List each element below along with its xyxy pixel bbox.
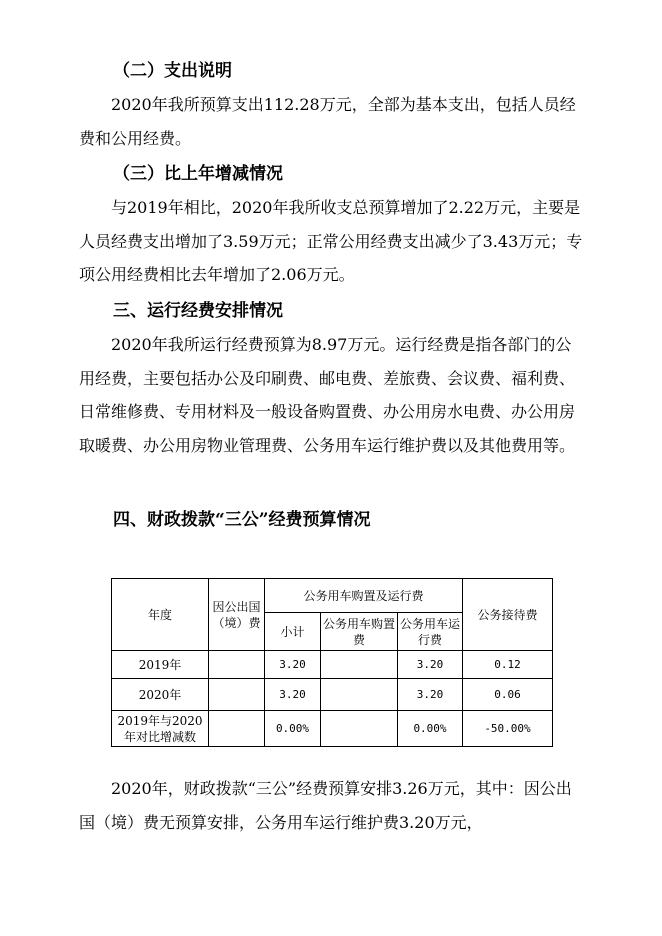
- header-year: 年度: [112, 579, 209, 651]
- header-purchase: 公务用车购置费: [321, 613, 398, 651]
- paragraph-change: 与2019年相比，2020年我所收支总预算增加了2.22万元，主要是人员经费支出增加了3.59万元；正常公用经费支出减少了3.43万元；专项公用经费相比去年增加了2.06万元。: [79, 198, 583, 285]
- cell-subtotal: 0.00%: [265, 711, 321, 747]
- header-vehicle-group: 公务用车购置及运行费: [265, 579, 463, 613]
- cell-subtotal: 3.20: [265, 651, 321, 679]
- three-public-budget-table: [111, 578, 553, 747]
- cell-subtotal: 3.20: [265, 679, 321, 711]
- cell-abroad: [209, 679, 265, 711]
- cell-operation: 3.20: [398, 679, 463, 711]
- section-heading-change: （三）比上年增减情况: [113, 164, 283, 184]
- cell-reception: 0.12: [463, 651, 553, 679]
- cell-purchase: [321, 651, 398, 679]
- cell-year: 2019年: [112, 651, 209, 679]
- cell-purchase: [321, 711, 398, 747]
- cell-abroad: [209, 651, 265, 679]
- table-row: [112, 651, 553, 679]
- section-heading-operating-funds: 三、运行经费安排情况: [113, 301, 283, 321]
- paragraph-expenditure: 2020年我所预算支出112.28万元，全部为基本支出，包括人员经费和公用经费。: [79, 95, 576, 148]
- section-heading-expenditure: （二）支出说明: [113, 61, 232, 81]
- header-abroad: 因公出国（境）费: [209, 579, 265, 651]
- header-reception: 公务接待费: [463, 579, 553, 651]
- header-operation: 公务用车运行费: [398, 613, 463, 651]
- paragraph-three-public-summary: 2020年，财政拨款“三公”经费预算安排3.26万元，其中：因公出国（境）费无预算安排，公务用车运行维护费3.20万元，: [79, 779, 572, 832]
- table-row: [112, 679, 553, 711]
- cell-operation: 3.20: [398, 651, 463, 679]
- header-subtotal: 小计: [265, 613, 321, 651]
- cell-year: 2019年与2020年对比增减数: [112, 711, 209, 747]
- section-heading-three-public: 四、财政拨款“三公”经费预算情况: [113, 510, 371, 530]
- cell-year: 2020年: [112, 679, 209, 711]
- cell-reception: -50.00%: [463, 711, 553, 747]
- cell-operation: 0.00%: [398, 711, 463, 747]
- cell-reception: 0.06: [463, 679, 553, 711]
- cell-abroad: [209, 711, 265, 747]
- paragraph-operating-funds: 2020年我所运行经费预算为8.97万元。运行经费是指各部门的公用经费，主要包括办公及印刷费、邮电费、差旅费、会议费、福利费、日常维修费、专用材料及一般设备购置费、办公用房水电费、办公用房取暖费、办公用房物业管理费、公务用车运行维护费以及其他费用等。: [79, 335, 576, 455]
- table-header-row: [112, 579, 553, 613]
- cell-purchase: [321, 679, 398, 711]
- table-row: [112, 711, 553, 747]
